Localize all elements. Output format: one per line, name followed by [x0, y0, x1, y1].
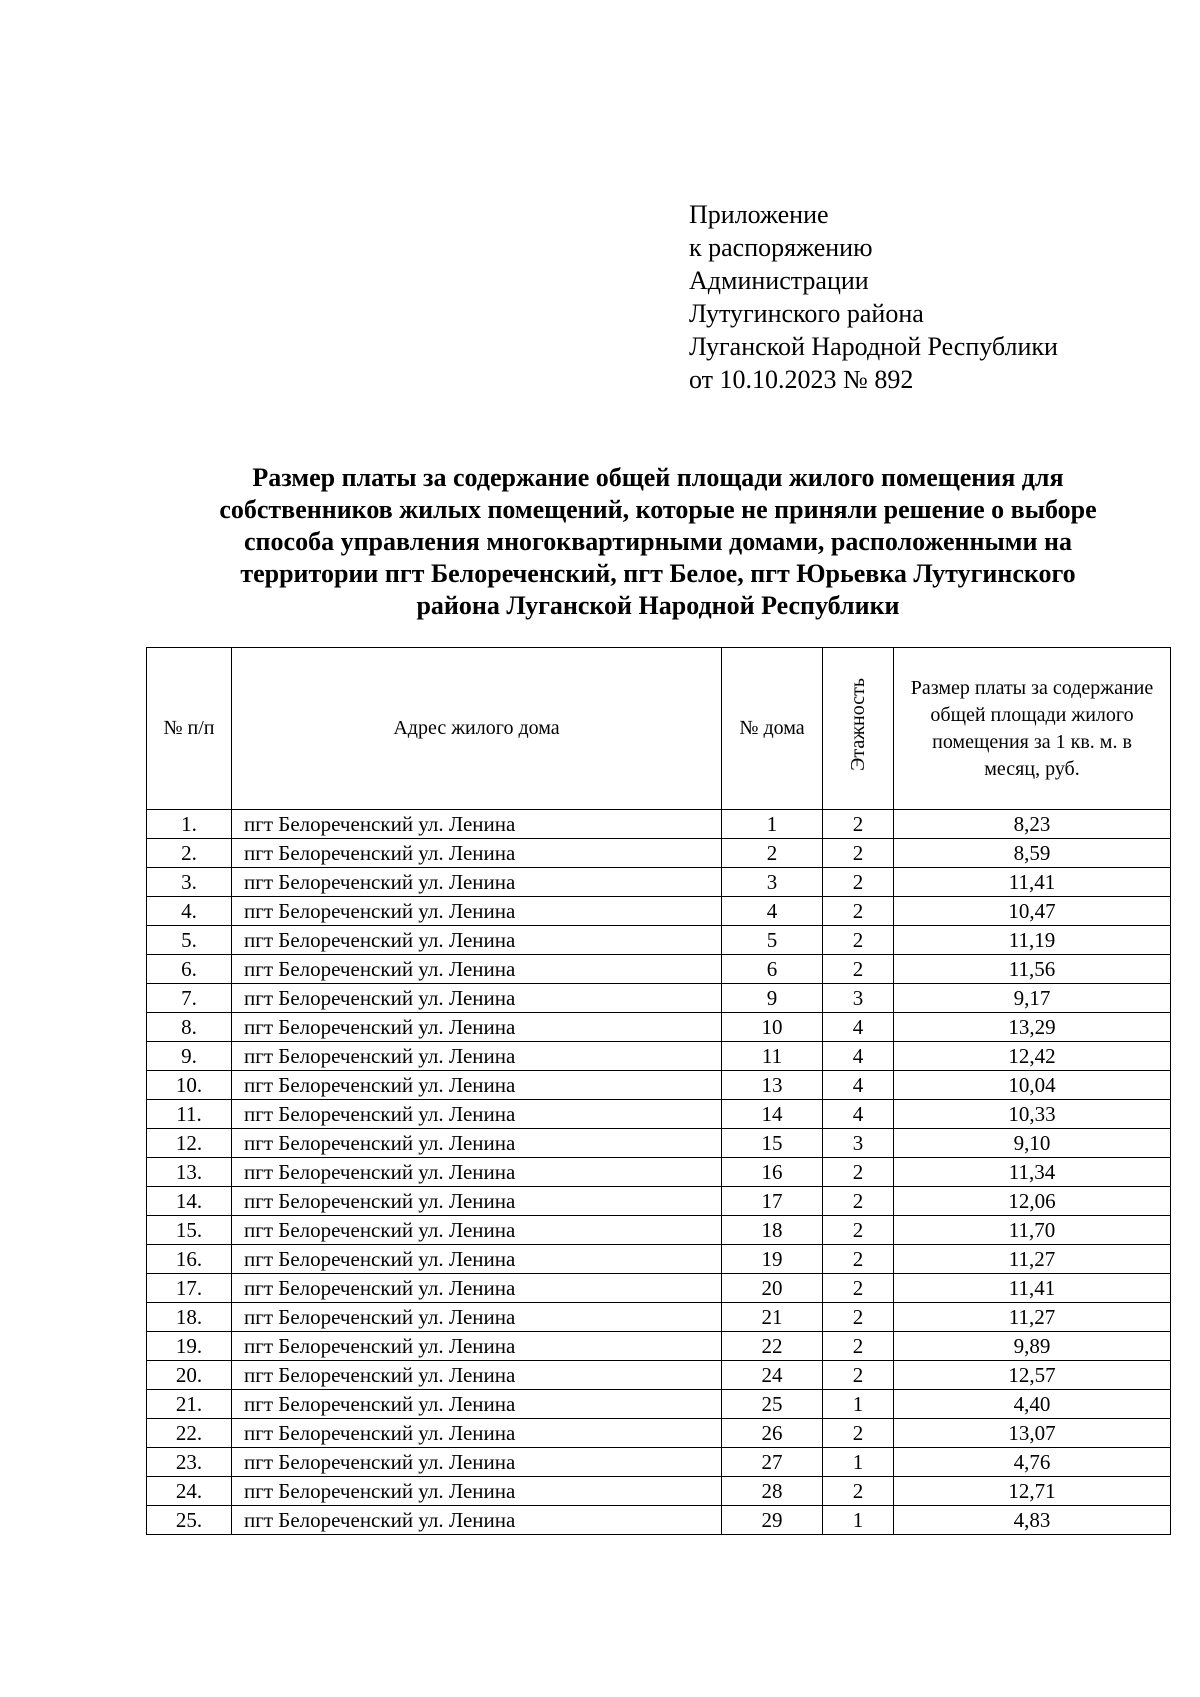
header-index-label: № п/п — [163, 717, 215, 739]
appendix-date-number: от 10.10.2023 № 892 — [689, 365, 914, 394]
row-index: 14. — [147, 1187, 232, 1216]
row-floors: 1 — [823, 1390, 894, 1419]
table-row — [147, 1042, 1171, 1071]
row-house-no: 25 — [722, 1390, 823, 1419]
row-house-no: 1 — [722, 810, 823, 839]
row-rate: 4,76 — [894, 1448, 1171, 1477]
row-floors: 4 — [823, 1042, 894, 1071]
row-address: пгт Белореченский ул. Ленина — [232, 839, 722, 868]
row-index: 9. — [147, 1042, 232, 1071]
row-house-no: 22 — [722, 1332, 823, 1361]
row-floors: 2 — [823, 1303, 894, 1332]
table-row — [147, 926, 1171, 955]
table-row — [147, 810, 1171, 839]
row-index: 18. — [147, 1303, 232, 1332]
row-address: пгт Белореченский ул. Ленина — [232, 984, 722, 1013]
row-floors: 2 — [823, 1361, 894, 1390]
row-index: 25. — [147, 1506, 232, 1535]
row-address: пгт Белореченский ул. Ленина — [232, 1129, 722, 1158]
row-index: 7. — [147, 984, 232, 1013]
header-row — [147, 648, 1171, 810]
table-row — [147, 868, 1171, 897]
table-row — [147, 1100, 1171, 1129]
row-house-no: 11 — [722, 1042, 823, 1071]
row-index: 13. — [147, 1158, 232, 1187]
row-house-no: 16 — [722, 1158, 823, 1187]
table-row — [147, 1390, 1171, 1419]
row-address: пгт Белореченский ул. Ленина — [232, 1216, 722, 1245]
table-row — [147, 1071, 1171, 1100]
row-index: 2. — [147, 839, 232, 868]
row-rate: 9,17 — [894, 984, 1171, 1013]
row-floors: 2 — [823, 1187, 894, 1216]
row-floors: 2 — [823, 1419, 894, 1448]
row-house-no: 29 — [722, 1506, 823, 1535]
row-house-no: 21 — [722, 1303, 823, 1332]
row-floors: 2 — [823, 926, 894, 955]
row-floors: 3 — [823, 984, 894, 1013]
title-line: собственников жилых помещений, которые не приняли решение о выборе — [219, 495, 1097, 524]
table-row — [147, 1187, 1171, 1216]
row-index: 3. — [147, 868, 232, 897]
row-floors: 2 — [823, 1477, 894, 1506]
row-house-no: 13 — [722, 1071, 823, 1100]
row-floors: 4 — [823, 1013, 894, 1042]
document-title — [146, 462, 1170, 622]
appendix-line: Приложение — [689, 200, 829, 229]
table-row — [147, 1419, 1171, 1448]
rates-table — [146, 647, 1171, 1535]
row-rate: 8,59 — [894, 839, 1171, 868]
table-row — [147, 1158, 1171, 1187]
row-rate: 12,42 — [894, 1042, 1171, 1071]
row-rate: 13,29 — [894, 1013, 1171, 1042]
row-rate: 9,89 — [894, 1332, 1171, 1361]
appendix-line: Лутугинского района — [689, 299, 924, 328]
row-rate: 8,23 — [894, 810, 1171, 839]
row-rate: 11,41 — [894, 1274, 1171, 1303]
row-floors: 2 — [823, 1245, 894, 1274]
row-floors: 2 — [823, 1274, 894, 1303]
row-house-no: 27 — [722, 1448, 823, 1477]
row-house-no: 10 — [722, 1013, 823, 1042]
row-address: пгт Белореченский ул. Ленина — [232, 1158, 722, 1187]
header-floors-label: Этажность — [846, 678, 869, 771]
row-floors: 2 — [823, 1216, 894, 1245]
title-line: способа управления многоквартирными домами, расположенными на — [244, 527, 1072, 556]
row-house-no: 15 — [722, 1129, 823, 1158]
table-row — [147, 839, 1171, 868]
row-index: 10. — [147, 1071, 232, 1100]
appendix-block — [689, 198, 1058, 396]
row-rate: 10,04 — [894, 1071, 1171, 1100]
table-row — [147, 1245, 1171, 1274]
appendix-line: к распоряжению — [689, 233, 873, 262]
row-floors: 2 — [823, 897, 894, 926]
row-rate: 10,33 — [894, 1100, 1171, 1129]
row-address: пгт Белореченский ул. Ленина — [232, 1332, 722, 1361]
title-line: Размер платы за содержание общей площади жилого помещения для — [252, 463, 1064, 492]
row-floors: 2 — [823, 839, 894, 868]
table-row — [147, 1013, 1171, 1042]
row-address: пгт Белореченский ул. Ленина — [232, 1448, 722, 1477]
table-row — [147, 1506, 1171, 1535]
row-address: пгт Белореченский ул. Ленина — [232, 810, 722, 839]
row-rate: 11,41 — [894, 868, 1171, 897]
row-address: пгт Белореченский ул. Ленина — [232, 1187, 722, 1216]
row-index: 11. — [147, 1100, 232, 1129]
row-house-no: 17 — [722, 1187, 823, 1216]
header-floors — [823, 648, 894, 810]
row-index: 24. — [147, 1477, 232, 1506]
table-row — [147, 1448, 1171, 1477]
row-floors: 2 — [823, 1332, 894, 1361]
header-rate — [894, 648, 1171, 810]
row-house-no: 9 — [722, 984, 823, 1013]
row-floors: 4 — [823, 1071, 894, 1100]
row-index: 19. — [147, 1332, 232, 1361]
row-floors: 2 — [823, 810, 894, 839]
table-row — [147, 1477, 1171, 1506]
row-address: пгт Белореченский ул. Ленина — [232, 1245, 722, 1274]
row-address: пгт Белореченский ул. Ленина — [232, 1042, 722, 1071]
table-row — [147, 955, 1171, 984]
row-house-no: 19 — [722, 1245, 823, 1274]
row-rate: 4,83 — [894, 1506, 1171, 1535]
row-house-no: 5 — [722, 926, 823, 955]
row-address: пгт Белореченский ул. Ленина — [232, 1100, 722, 1129]
row-rate: 11,19 — [894, 926, 1171, 955]
row-rate: 10,47 — [894, 897, 1171, 926]
table-row — [147, 1129, 1171, 1158]
row-rate: 12,57 — [894, 1361, 1171, 1390]
row-index: 8. — [147, 1013, 232, 1042]
row-index: 5. — [147, 926, 232, 955]
row-address: пгт Белореченский ул. Ленина — [232, 1477, 722, 1506]
row-address: пгт Белореченский ул. Ленина — [232, 868, 722, 897]
row-address: пгт Белореченский ул. Ленина — [232, 1071, 722, 1100]
row-address: пгт Белореченский ул. Ленина — [232, 1274, 722, 1303]
row-house-no: 24 — [722, 1361, 823, 1390]
row-index: 12. — [147, 1129, 232, 1158]
row-house-no: 6 — [722, 955, 823, 984]
table-body — [147, 810, 1171, 1535]
table-row — [147, 1216, 1171, 1245]
row-address: пгт Белореченский ул. Ленина — [232, 1419, 722, 1448]
row-floors: 1 — [823, 1506, 894, 1535]
table-row — [147, 984, 1171, 1013]
row-address: пгт Белореченский ул. Ленина — [232, 1390, 722, 1419]
row-address: пгт Белореченский ул. Ленина — [232, 1303, 722, 1332]
row-rate: 11,34 — [894, 1158, 1171, 1187]
row-floors: 2 — [823, 868, 894, 897]
table-row — [147, 1303, 1171, 1332]
row-house-no: 3 — [722, 868, 823, 897]
appendix-line: Луганской Народной Республики — [689, 332, 1058, 361]
row-index: 4. — [147, 897, 232, 926]
row-house-no: 26 — [722, 1419, 823, 1448]
row-index: 22. — [147, 1419, 232, 1448]
row-floors: 1 — [823, 1448, 894, 1477]
row-address: пгт Белореченский ул. Ленина — [232, 955, 722, 984]
title-line: территории пгт Белореченский, пгт Белое, пгт Юрьевка Лутугинского — [240, 559, 1076, 588]
row-address: пгт Белореченский ул. Ленина — [232, 1361, 722, 1390]
table-row — [147, 897, 1171, 926]
row-rate: 4,40 — [894, 1390, 1171, 1419]
appendix-line: Администрации — [689, 266, 869, 295]
row-index: 17. — [147, 1274, 232, 1303]
row-floors: 2 — [823, 955, 894, 984]
row-house-no: 20 — [722, 1274, 823, 1303]
header-address — [232, 648, 722, 810]
row-index: 16. — [147, 1245, 232, 1274]
row-index: 1. — [147, 810, 232, 839]
row-house-no: 28 — [722, 1477, 823, 1506]
row-index: 6. — [147, 955, 232, 984]
row-address: пгт Белореченский ул. Ленина — [232, 1506, 722, 1535]
table-row — [147, 1274, 1171, 1303]
title-line: района Луганской Народной Республики — [416, 591, 900, 620]
row-rate: 11,56 — [894, 955, 1171, 984]
row-floors: 3 — [823, 1129, 894, 1158]
row-house-no: 4 — [722, 897, 823, 926]
row-rate: 11,27 — [894, 1245, 1171, 1274]
header-address-label: Адрес жилого дома — [393, 717, 560, 739]
row-address: пгт Белореченский ул. Ленина — [232, 1013, 722, 1042]
row-address: пгт Белореченский ул. Ленина — [232, 897, 722, 926]
header-rate-label: Размер платы за содержание общей площади жилого помещения за 1 кв. м. в месяц, руб. — [910, 676, 1154, 780]
row-index: 23. — [147, 1448, 232, 1477]
row-rate: 9,10 — [894, 1129, 1171, 1158]
row-floors: 2 — [823, 1158, 894, 1187]
header-index — [147, 648, 232, 810]
row-rate: 13,07 — [894, 1419, 1171, 1448]
row-index: 20. — [147, 1361, 232, 1390]
row-house-no: 2 — [722, 839, 823, 868]
row-house-no: 14 — [722, 1100, 823, 1129]
row-index: 21. — [147, 1390, 232, 1419]
row-house-no: 18 — [722, 1216, 823, 1245]
row-rate: 11,27 — [894, 1303, 1171, 1332]
row-floors: 4 — [823, 1100, 894, 1129]
table-row — [147, 1332, 1171, 1361]
header-house-no — [722, 648, 823, 810]
header-house-no-label: № дома — [739, 717, 805, 739]
row-rate: 12,06 — [894, 1187, 1171, 1216]
row-rate: 12,71 — [894, 1477, 1171, 1506]
row-address: пгт Белореченский ул. Ленина — [232, 926, 722, 955]
row-index: 15. — [147, 1216, 232, 1245]
table-row — [147, 1361, 1171, 1390]
table-header — [147, 648, 1171, 810]
row-rate: 11,70 — [894, 1216, 1171, 1245]
